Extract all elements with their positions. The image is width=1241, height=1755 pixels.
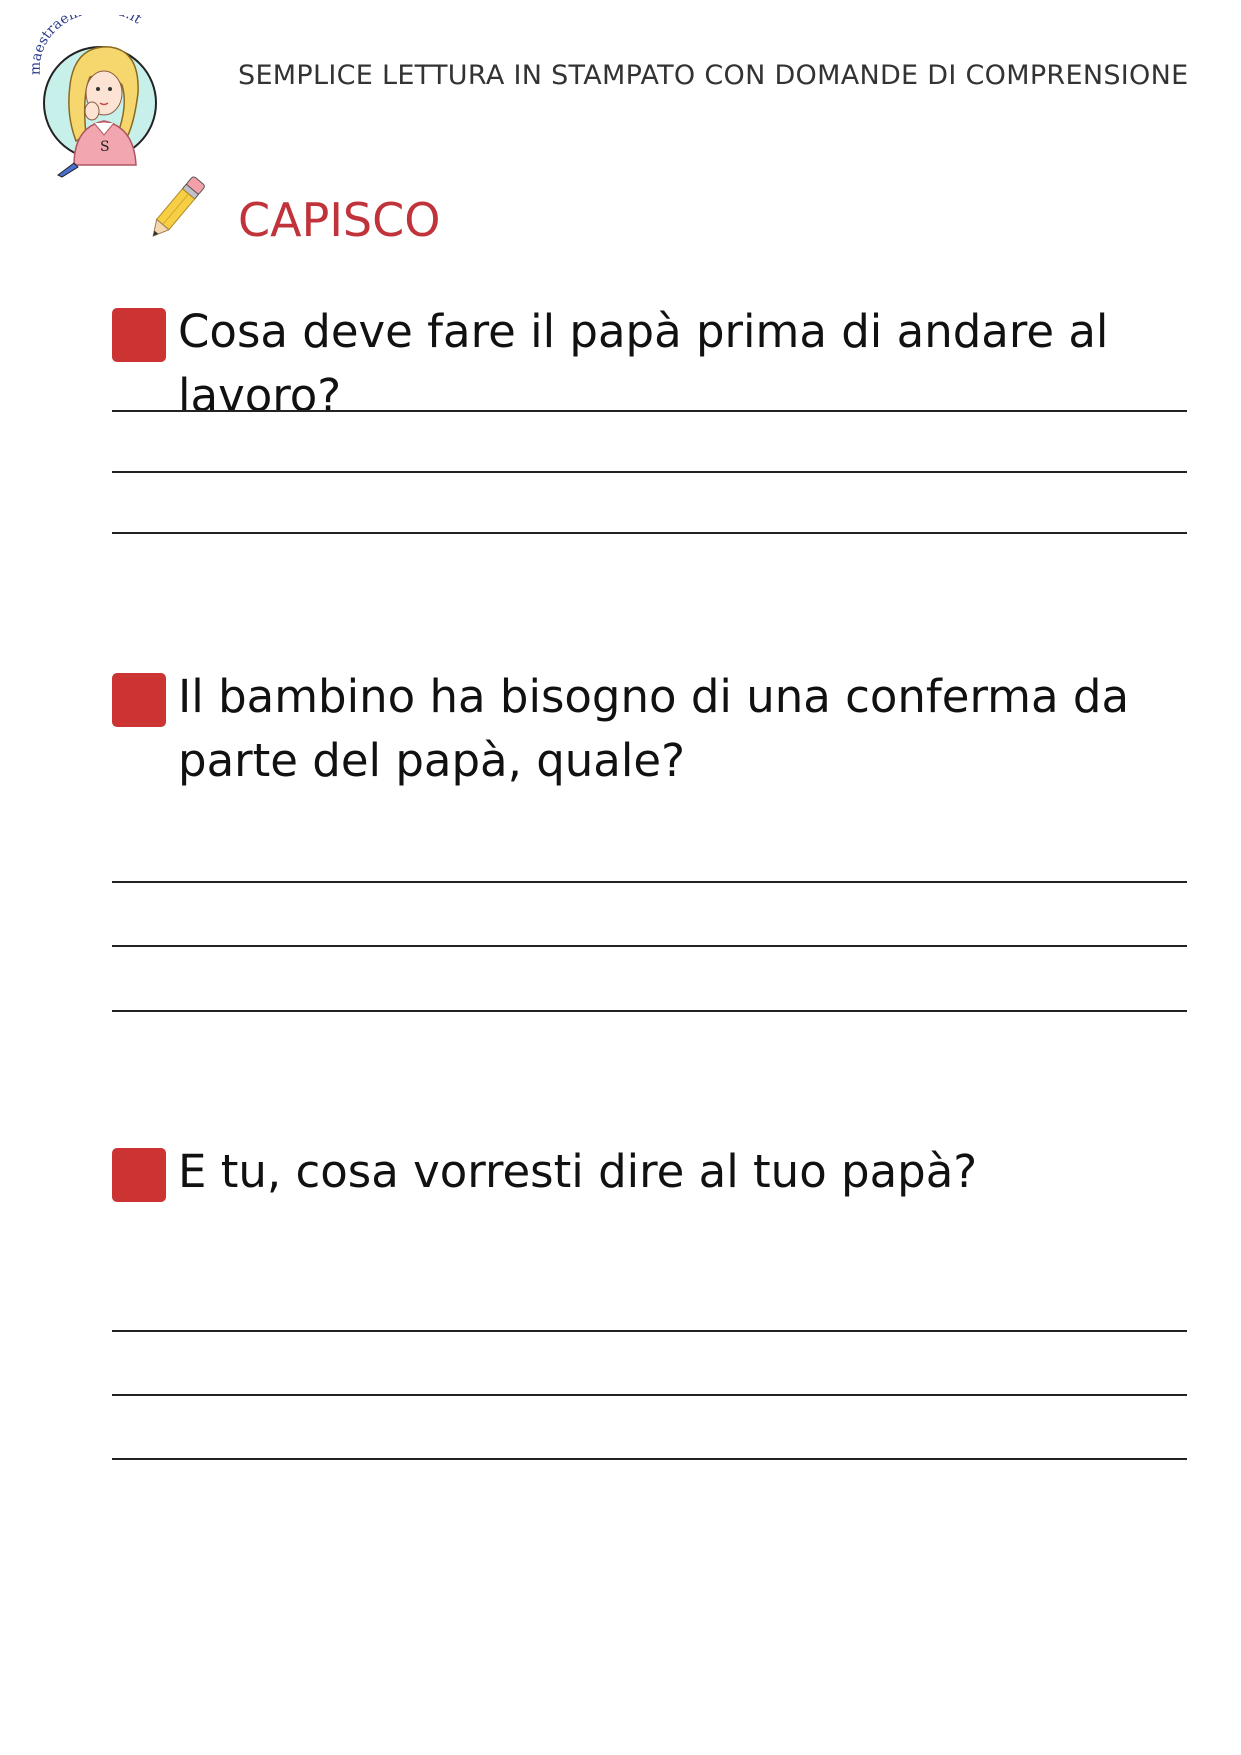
bullet-square-icon — [112, 673, 166, 727]
pencil-icon — [135, 170, 215, 250]
answer-line[interactable] — [112, 1330, 1187, 1332]
answer-line[interactable] — [112, 471, 1187, 473]
section-title: CAPISCO — [238, 193, 441, 247]
bullet-square-icon — [112, 308, 166, 362]
answer-line[interactable] — [112, 532, 1187, 534]
answer-line[interactable] — [112, 410, 1187, 412]
answer-line[interactable] — [112, 1394, 1187, 1396]
bullet-square-icon — [112, 1148, 166, 1202]
question-text: Cosa deve fare il papà prima di andare al lavoro? — [178, 305, 1109, 422]
logo-text: aestrae it — [30, 15, 145, 63]
answer-line[interactable] — [112, 1010, 1187, 1012]
answer-line[interactable] — [112, 1458, 1187, 1460]
page-header-title: SEMPLICE LETTURA IN STAMPATO CON DOMANDE DI COMPRENSIONE — [238, 60, 1189, 91]
answer-line[interactable] — [112, 881, 1187, 883]
logo-badge: S — [100, 139, 110, 155]
question-text: E tu, cosa vorresti dire al tuo papà? — [178, 1145, 978, 1198]
answer-line[interactable] — [112, 945, 1187, 947]
site-logo — [30, 15, 170, 180]
question-text: Il bambino ha bisogno di una conferma da parte del papà, quale? — [178, 670, 1130, 787]
